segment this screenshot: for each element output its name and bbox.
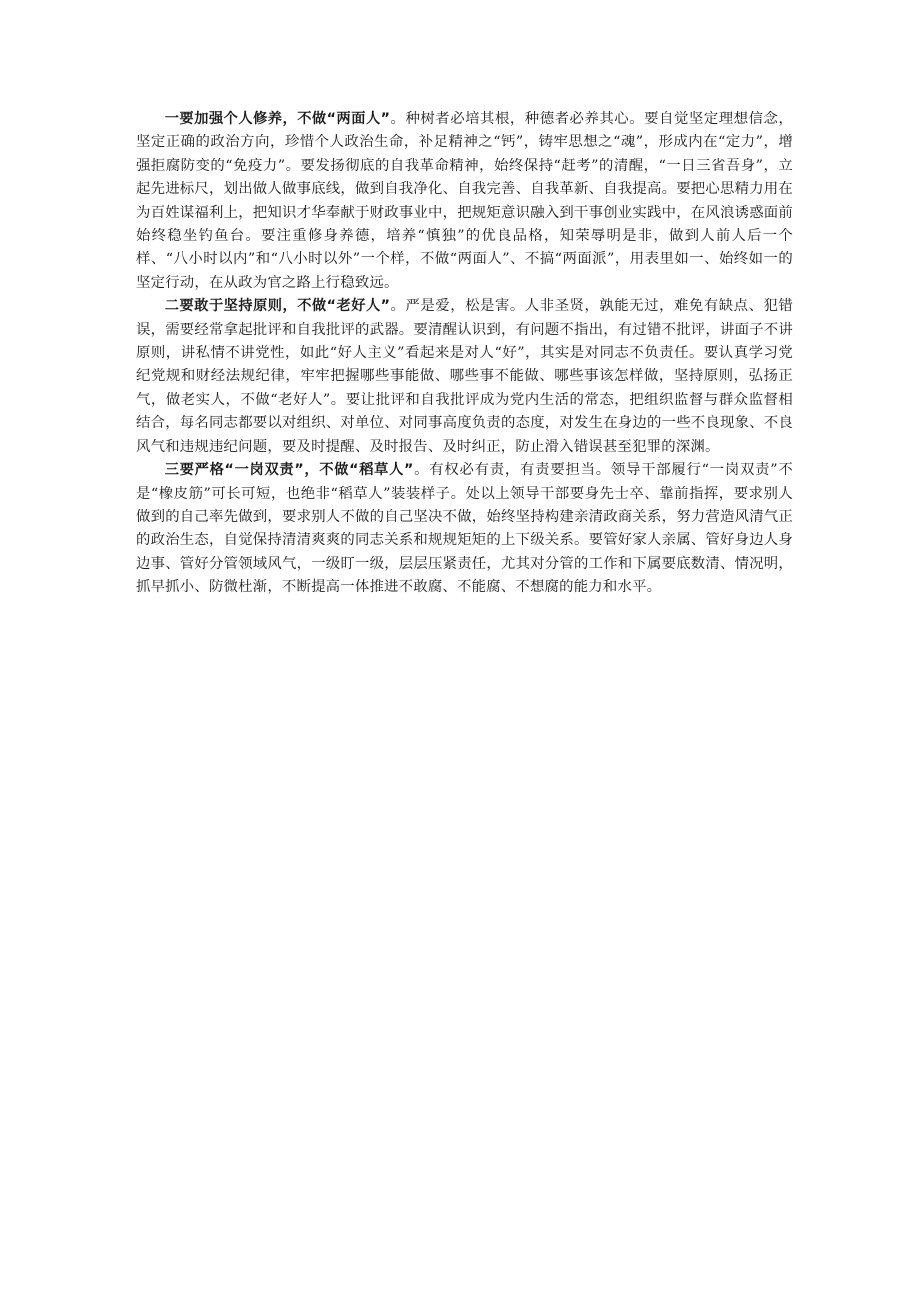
paragraph-2 <box>136 295 793 459</box>
paragraph-1-lead: 一要加强个人修养，不做“两面人” <box>164 111 391 127</box>
paragraph-3-body: 。有权必有责，有责要担当。领导干部履行“一岗双责”不是“橡皮筋”可长可短，也绝非“稻草人”装装样子。处以上领导干部要身先士卒、靠前指挥，要求别人做到的自己率先做到，要求别人不做的自己坚决不做，始终坚持构建亲清政商关系，努力营造风清气正的政治生态，自觉保持清清爽爽的同志关系和规规矩矩的上下级关系。要管好家人亲属、管好身边人身边事、管好分管领域风气，一级盯一级，层层压紧责任，尤其对分管的工作和下属要底数清、情况明，抓早抓小、防微杜渐，不断提高一体推进不敢腐、不能腐、不想腐的能力和水平。 <box>136 462 793 596</box>
paragraph-1 <box>136 108 793 295</box>
paragraph-2-body: 。严是爱，松是害。人非圣贤，孰能无过，难免有缺点、犯错误，需要经常拿起批评和自我批评的武器。要清醒认识到，有问题不指出，有过错不批评，讲面子不讲原则，讲私情不讲党性，如此“好人主义”看起来是对人“好”，其实是对同志不负责任。要认真学习党纪党规和财经法规纪律，牢牢把握哪些事能做、哪些事不能做、哪些事该怎样做，坚持原则，弘扬正气，做老实人，不做“老好人”。要让批评和自我批评成为党内生活的常态，把组织监督与群众监督相结合，每名同志都要以对组织、对单位、对同事高度负责的态度，对发生在身边的一些不良现象、不良风气和违规违纪问题，要及时提醒、及时报告、及时纠正，防止滑入错误甚至犯罪的深渊。 <box>136 298 794 455</box>
paragraph-3 <box>136 459 793 599</box>
document-body <box>136 108 793 600</box>
paragraph-2-lead: 二要敢于坚持原则，不做“老好人” <box>164 298 391 315</box>
paragraph-3-lead: 三要严格“一岗双责”，不做“稻草人” <box>164 462 414 479</box>
paragraph-1-body: 。种树者必培其根，种德者必养其心。要自觉坚定理想信念，坚定正确的政治方向，珍惜个人政治生命，补足精神之“钙”，铸牢思想之“魂”，形成内在“定力”，增强拒腐防变的“免疫力”。要发扬彻底的自我革命精神，始终保持“赶考”的清醒，“一日三省吾身”，立起先进标尺，划出做人做事底线，做到自我净化、自我完善、自我革新、自我提高。要把心思精力用在为百姓谋福利上，把知识才华奉献于财政事业中，把规矩意识融入到干事创业实践中，在风浪诱惑面前始终稳坐钓鱼台。要注重修身养德，培养“慎独”的优良品格，知荣辱明是非，做到人前人后一个样、“八小时以内”和“八小时以外”一个样，不做“两面人”、不搞“两面派”，用表里如一、始终如一的坚定行动，在从政为官之路上行稳致远。 <box>136 111 794 291</box>
